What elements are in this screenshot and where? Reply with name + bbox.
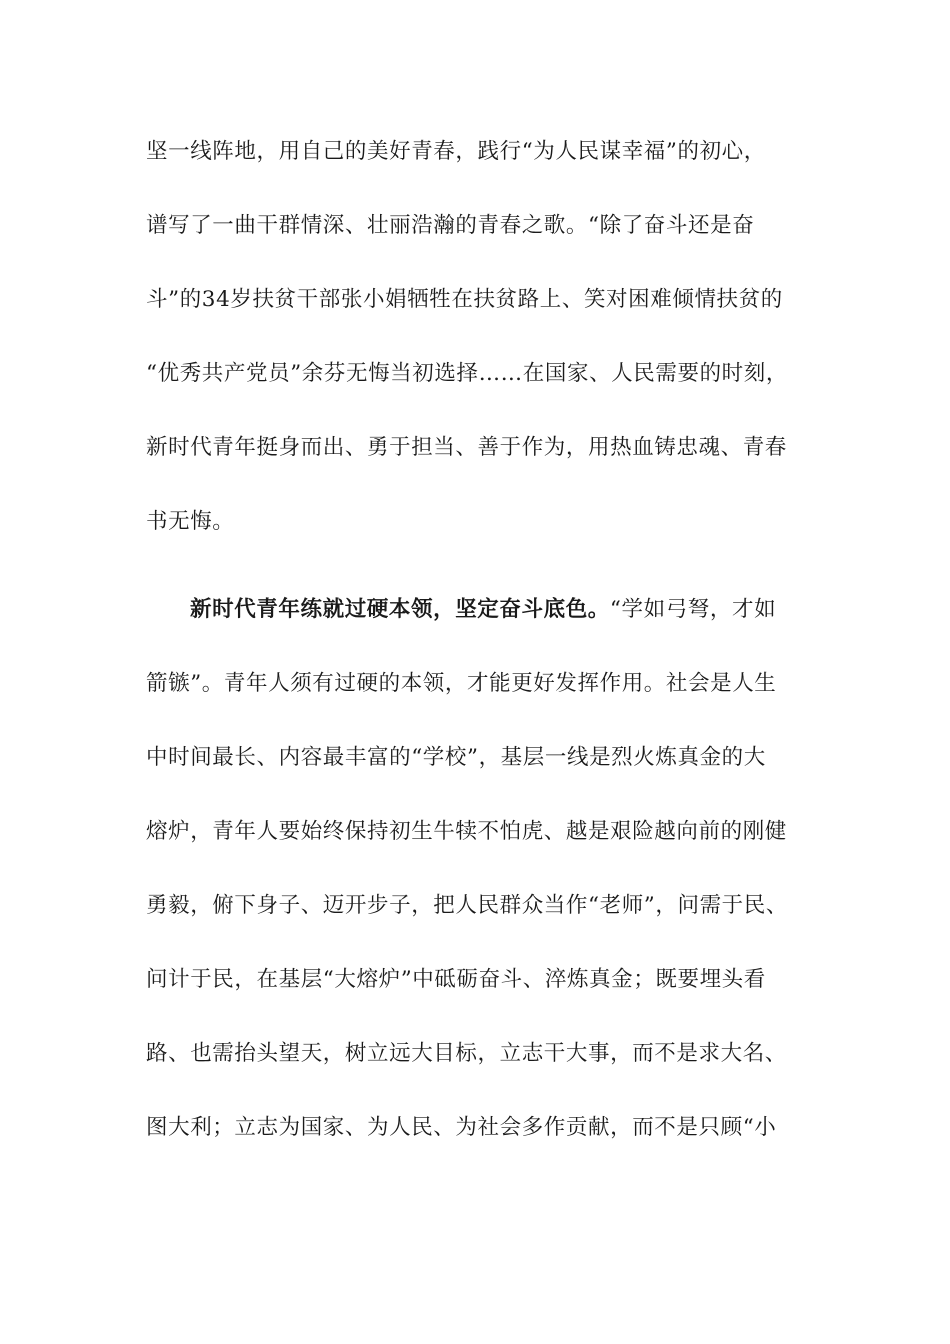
paragraph-line: 新时代青年挺身而出、勇于担当、善于作为，用热血铸忠魂、青春 (146, 435, 787, 460)
paragraph-line: 谱写了一曲干群情深、壮丽浩瀚的青春之歌。“除了奋斗还是奋 (146, 213, 755, 238)
paragraph-line: 图大利；立志为国家、为人民、为社会多作贡献，而不是只顾“小 (146, 1115, 777, 1140)
paragraph-line: 中时间最长、内容最丰富的“学校”，基层一线是烈火炼真金的大 (146, 745, 766, 770)
paragraph-line: 问计于民，在基层“大熔炉”中砥砺奋斗、淬炼真金；既要埋头看 (146, 967, 766, 992)
paragraph-line: 斗”的34岁扶贫干部张小娟牺牲在扶贫路上、笑对困难倾情扶贫的 (146, 287, 783, 312)
paragraph-line: 熔炉，青年人要始终保持初生牛犊不怕虎、越是艰险越向前的刚健 (146, 819, 787, 844)
paragraph-lead-text: “学如弓弩，才如 (609, 597, 777, 622)
paragraph-line: 书无悔。 (146, 509, 235, 534)
paragraph-heading: 新时代青年练就过硬本领，坚定奋斗底色。 (190, 597, 610, 622)
paragraph-line: 箭镞”。青年人须有过硬的本领，才能更好发挥作用。社会是人生 (146, 671, 777, 696)
paragraph-line: 坚一线阵地，用自己的美好青春，践行“为人民谋幸福”的初心， (146, 139, 766, 164)
paragraph-line: 勇毅，俯下身子、迈开步子，把人民群众当作“老师”，问需于民、 (146, 893, 788, 918)
paragraph-line: “优秀共产党员”余芬无悔当初选择……在国家、人民需要的时刻， (146, 361, 788, 386)
paragraph-lead-line (190, 595, 776, 625)
paragraph-line: 路、也需抬头望天，树立远大目标，立志干大事，而不是求大名、 (146, 1041, 787, 1066)
